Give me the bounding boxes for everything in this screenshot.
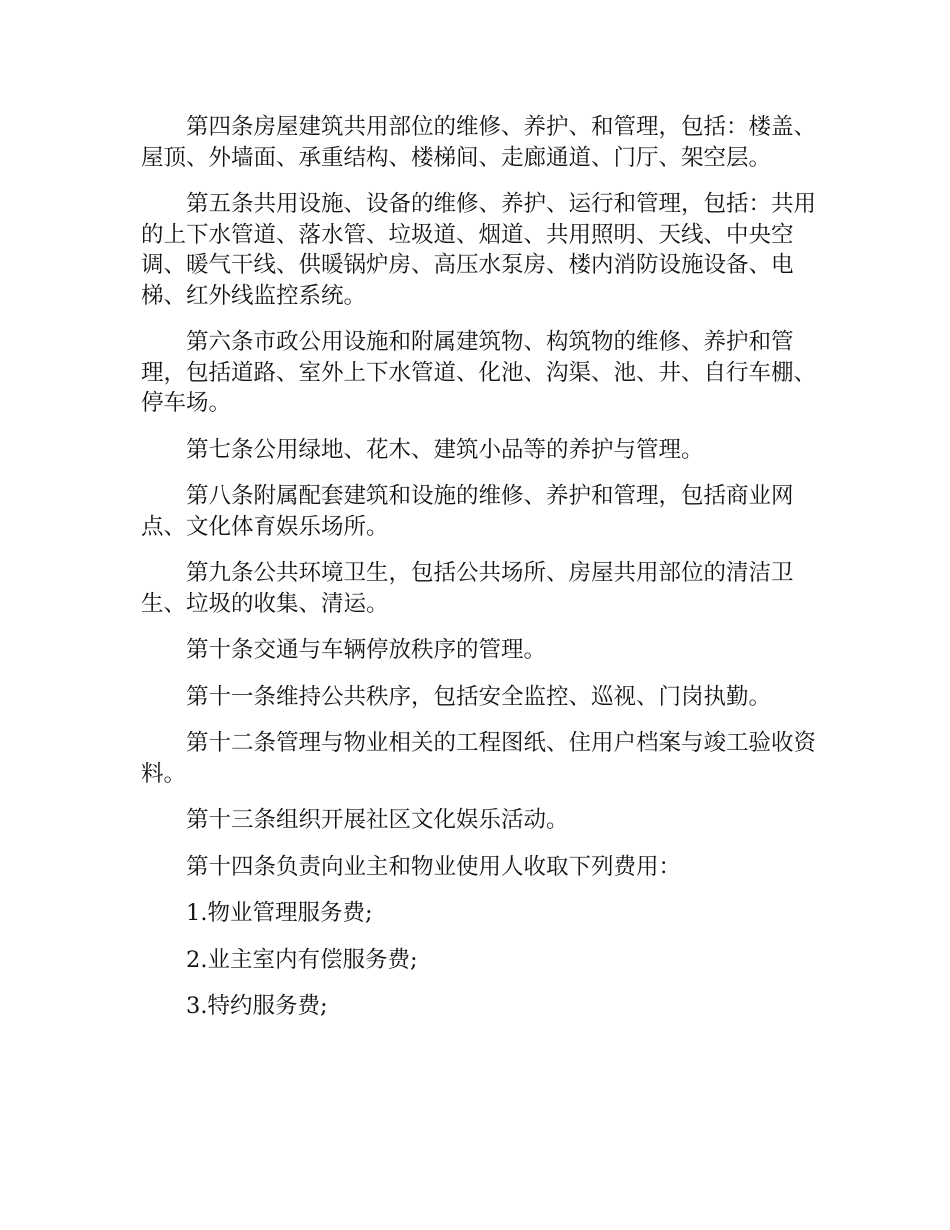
article-10-paragraph: 第十条交通与车辆停放秩序的管理。 — [186, 637, 547, 663]
article-11-paragraph: 第十一条维持公共秩序，包括安全监控、巡视、门岗执勤。 — [186, 683, 772, 710]
article-13-paragraph: 第十三条组织开展社区文化娱乐活动。 — [186, 807, 569, 833]
article-12-paragraph: 第十二条管理与物业相关的工程图纸、住用户档案与竣工验收资料。 — [141, 730, 817, 787]
article-9-paragraph: 第九条公共环境卫生，包括公共场所、房屋共用部位的清洁卫生、垃圾的收集、清运。 — [141, 560, 794, 617]
article-6-paragraph: 第六条市政公用设施和附属建筑物、构筑物的维修、养护和管理，包括道路、室外上下水管道、化池、沟渠、池、井、自行车棚、停车场。 — [141, 329, 817, 416]
article-8-paragraph: 第八条附属配套建筑和设施的维修、养护和管理，包括商业网点、文化体育娱乐场所。 — [141, 483, 794, 540]
fee-item-2: 2.业主室内有偿服务费; — [186, 946, 418, 973]
article-4-paragraph: 第四条房屋建筑共用部位的维修、养护、和管理，包括：楼盖、屋顶、外墙面、承重结构、楼梯间、走廊通道、门厅、架空层。 — [141, 114, 817, 171]
article-7-paragraph: 第七条公用绿地、花木、建筑小品等的养护与管理。 — [186, 436, 704, 463]
article-14-paragraph: 第十四条负责向业主和物业使用人收取下列费用： — [186, 853, 682, 880]
document-page — [141, 112, 831, 1038]
fee-item-3: 3.特约服务费; — [186, 993, 328, 1019]
article-5-paragraph: 第五条共用设施、设备的维修、养护、运行和管理，包括：共用的上下水管道、落水管、垃圾道、烟道、共用照明、天线、中央空调、暖气干线、供暖锅炉房、高压水泵房、楼内消防设施设备、电梯、红外线监控系统。 — [141, 191, 817, 309]
fee-item-1: 1.物业管理服务费; — [186, 900, 373, 926]
